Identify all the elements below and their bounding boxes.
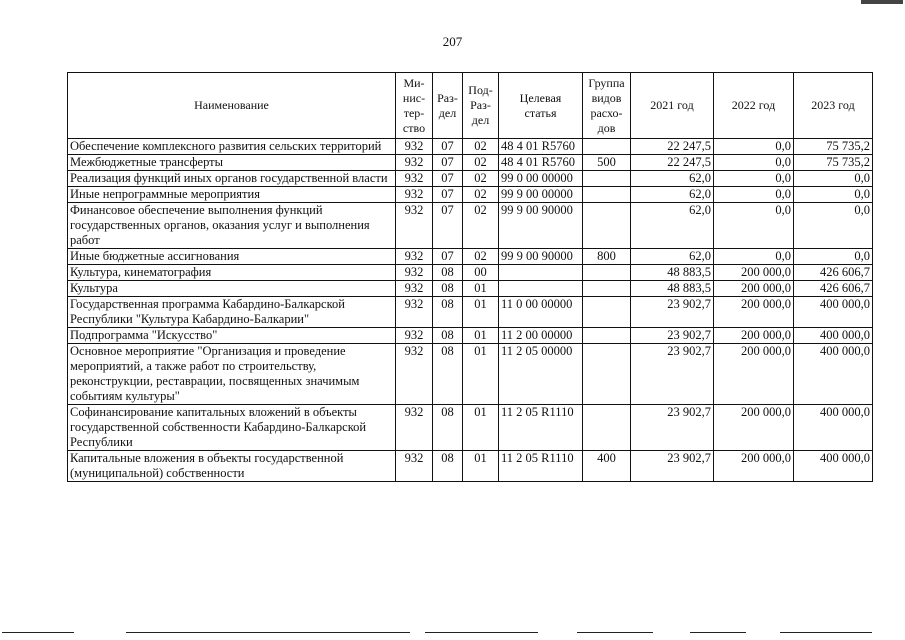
header-2023: 2023 год [794, 73, 873, 139]
cell-expense-group: 400 [583, 451, 631, 482]
table-row [68, 281, 873, 297]
cell-expense-group [583, 405, 631, 451]
cell-expense-group [583, 281, 631, 297]
table-row [68, 297, 873, 328]
table-row [68, 344, 873, 405]
header-expense-group-line: дов [597, 120, 616, 135]
cell-2021: 23 902,7 [631, 328, 714, 344]
cell-2021: 23 902,7 [631, 451, 714, 482]
cell-subsection: 02 [463, 249, 499, 265]
cell-ministry: 932 [396, 155, 433, 171]
cell-name: Капитальные вложения в объекты государственной (муниципальной) собственности [68, 451, 396, 482]
header-ministry [396, 73, 433, 139]
budget-table [67, 72, 873, 482]
cell-2022: 0,0 [714, 171, 794, 187]
cell-2021: 48 883,5 [631, 265, 714, 281]
table-row [68, 155, 873, 171]
cell-section: 08 [433, 451, 463, 482]
cell-2022: 0,0 [714, 249, 794, 265]
cell-2022: 200 000,0 [714, 265, 794, 281]
cell-2022: 200 000,0 [714, 281, 794, 297]
cell-ministry: 932 [396, 249, 433, 265]
cell-2023: 426 606,7 [794, 281, 873, 297]
cell-name: Обеспечение комплексного развития сельских территорий [68, 139, 396, 155]
cell-2021: 22 247,5 [631, 139, 714, 155]
cell-ministry: 932 [396, 344, 433, 405]
header-subsection-line: дел [471, 113, 490, 127]
table-row [68, 265, 873, 281]
cell-ministry: 932 [396, 187, 433, 203]
table-row [68, 171, 873, 187]
cell-target: 99 9 00 90000 [499, 203, 583, 249]
cell-2021: 23 902,7 [631, 405, 714, 451]
header-subsection-line: Под- [468, 83, 493, 97]
cell-name: Культура, кинематография [68, 265, 396, 281]
header-row [68, 73, 873, 139]
table-row [68, 328, 873, 344]
cell-section: 08 [433, 328, 463, 344]
cell-expense-group: 800 [583, 249, 631, 265]
cell-2023: 400 000,0 [794, 328, 873, 344]
table-body [68, 139, 873, 482]
cell-2022: 200 000,0 [714, 297, 794, 328]
cell-2022: 0,0 [714, 139, 794, 155]
cell-expense-group [583, 139, 631, 155]
cell-2023: 0,0 [794, 171, 873, 187]
cell-expense-group [583, 297, 631, 328]
cell-section: 07 [433, 171, 463, 187]
cell-target: 48 4 01 R5760 [499, 155, 583, 171]
header-expense-group-line: расхо- [590, 105, 623, 120]
cell-section: 08 [433, 281, 463, 297]
cell-section: 08 [433, 297, 463, 328]
cell-target: 99 9 00 00000 [499, 187, 583, 203]
cell-target: 11 2 00 00000 [499, 328, 583, 344]
cell-target: 11 2 05 00000 [499, 344, 583, 405]
cell-2023: 400 000,0 [794, 344, 873, 405]
cell-ministry: 932 [396, 203, 433, 249]
cell-2023: 400 000,0 [794, 451, 873, 482]
cell-2023: 0,0 [794, 249, 873, 265]
cell-ministry: 932 [396, 171, 433, 187]
header-expense-group [583, 73, 631, 139]
cell-target [499, 265, 583, 281]
cell-target: 11 0 00 00000 [499, 297, 583, 328]
cell-name: Софинансирование капитальных вложений в объекты государственной собственности Кабардино-Балкарской Республики [68, 405, 396, 451]
cell-target: 11 2 05 R1110 [499, 451, 583, 482]
header-ministry-line: нис- [402, 90, 426, 105]
header-ministry-line: ство [402, 120, 426, 135]
cell-2021: 48 883,5 [631, 281, 714, 297]
table-row [68, 203, 873, 249]
cell-2023: 0,0 [794, 203, 873, 249]
cell-name: Межбюджетные трансферты [68, 155, 396, 171]
footer-rules [0, 630, 905, 636]
cell-subsection: 01 [463, 451, 499, 482]
cell-2023: 426 606,7 [794, 265, 873, 281]
cell-expense-group [583, 344, 631, 405]
cell-expense-group [583, 203, 631, 249]
table-row [68, 139, 873, 155]
cell-2023: 400 000,0 [794, 297, 873, 328]
cell-target: 11 2 05 R1110 [499, 405, 583, 451]
cell-subsection: 01 [463, 344, 499, 405]
cell-subsection: 01 [463, 328, 499, 344]
cell-name: Государственная программа Кабардино-Балкарской Республики "Культура Кабардино-Балкарии" [68, 297, 396, 328]
cell-subsection: 02 [463, 139, 499, 155]
cell-expense-group [583, 328, 631, 344]
cell-2021: 62,0 [631, 171, 714, 187]
cell-expense-group [583, 187, 631, 203]
header-2021: 2021 год [631, 73, 714, 139]
table-row [68, 249, 873, 265]
cell-expense-group [583, 265, 631, 281]
table-row [68, 187, 873, 203]
cell-target: 99 9 00 90000 [499, 249, 583, 265]
cell-subsection: 02 [463, 171, 499, 187]
header-target-line: Целевая [519, 90, 562, 105]
cell-2021: 22 247,5 [631, 155, 714, 171]
cell-subsection: 02 [463, 203, 499, 249]
cell-section: 08 [433, 344, 463, 405]
cell-section: 07 [433, 139, 463, 155]
cell-2023: 0,0 [794, 187, 873, 203]
cell-section: 07 [433, 203, 463, 249]
cell-ministry: 932 [396, 297, 433, 328]
cell-expense-group: 500 [583, 155, 631, 171]
cell-section: 07 [433, 155, 463, 171]
cell-ministry: 932 [396, 265, 433, 281]
cell-subsection: 01 [463, 297, 499, 328]
cell-subsection: 00 [463, 265, 499, 281]
cell-2022: 0,0 [714, 187, 794, 203]
cell-ministry: 932 [396, 328, 433, 344]
cell-subsection: 02 [463, 187, 499, 203]
header-name: Наименование [68, 73, 396, 139]
cell-2021: 62,0 [631, 249, 714, 265]
cell-ministry: 932 [396, 281, 433, 297]
cell-expense-group [583, 171, 631, 187]
cell-subsection: 02 [463, 155, 499, 171]
cell-2022: 200 000,0 [714, 451, 794, 482]
header-target [499, 73, 583, 139]
header-ministry-line: тер- [403, 105, 425, 120]
cell-name: Культура [68, 281, 396, 297]
cell-2022: 200 000,0 [714, 344, 794, 405]
cell-section: 07 [433, 249, 463, 265]
header-expense-group-line: Группа [588, 75, 625, 90]
cell-section: 07 [433, 187, 463, 203]
cell-subsection: 01 [463, 405, 499, 451]
header-target-line: статья [524, 105, 557, 120]
cell-ministry: 932 [396, 451, 433, 482]
cell-subsection: 01 [463, 281, 499, 297]
cell-name: Реализация функций иных органов государственной власти [68, 171, 396, 187]
header-subsection [463, 73, 499, 139]
header-ministry-line: Ми- [403, 75, 425, 90]
cell-2022: 0,0 [714, 155, 794, 171]
cell-target: 48 4 01 R5760 [499, 139, 583, 155]
page-number: 207 [442, 34, 463, 49]
table-row [68, 405, 873, 451]
cell-section: 08 [433, 405, 463, 451]
cell-target: 99 0 00 00000 [499, 171, 583, 187]
cell-2023: 75 735,2 [794, 139, 873, 155]
cell-ministry: 932 [396, 405, 433, 451]
cell-2021: 62,0 [631, 203, 714, 249]
cell-target [499, 281, 583, 297]
cell-2023: 400 000,0 [794, 405, 873, 451]
cell-name: Финансовое обеспечение выполнения функций государственных органов, оказания услуг и выполнения работ [68, 203, 396, 249]
cell-2023: 75 735,2 [794, 155, 873, 171]
cell-2021: 62,0 [631, 187, 714, 203]
cell-name: Иные бюджетные ассигнования [68, 249, 396, 265]
cell-2022: 0,0 [714, 203, 794, 249]
cell-2022: 200 000,0 [714, 328, 794, 344]
cell-2022: 200 000,0 [714, 405, 794, 451]
header-expense-group-line: видов [591, 90, 622, 105]
header-2022: 2022 год [714, 73, 794, 139]
cell-name: Иные непрограммные мероприятия [68, 187, 396, 203]
header-subsection-line: Раз- [470, 98, 491, 112]
cell-2021: 23 902,7 [631, 297, 714, 328]
cell-section: 08 [433, 265, 463, 281]
cell-2021: 23 902,7 [631, 344, 714, 405]
cell-name: Подпрограмма "Искусство" [68, 328, 396, 344]
header-section [433, 73, 463, 139]
scan-edge-mark [861, 0, 903, 4]
header-section-line: дел [438, 105, 457, 120]
cell-name: Основное мероприятие "Организация и проведение мероприятий, а также работ по строительству, реконструкции, реставрации, посвященных значимым событиям культуры" [68, 344, 396, 405]
header-section-line: Раз- [437, 90, 458, 105]
cell-ministry: 932 [396, 139, 433, 155]
table-row [68, 451, 873, 482]
